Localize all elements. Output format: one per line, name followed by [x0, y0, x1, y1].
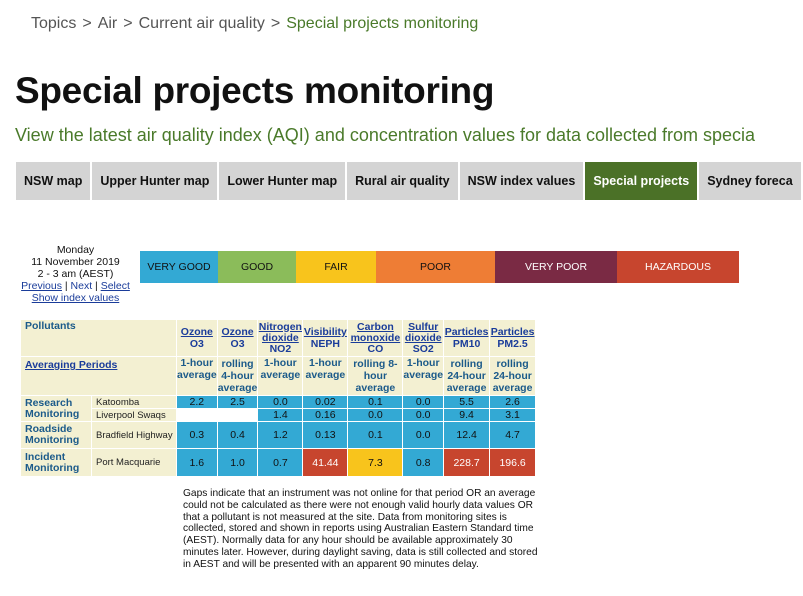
value-cell: 7.3: [348, 449, 402, 476]
pollutant-link[interactable]: Carbon monoxide: [350, 320, 401, 344]
site-name: Port Macquarie: [92, 449, 176, 476]
value-cell: 0.0: [348, 409, 402, 421]
tab-nsw-map[interactable]: NSW map: [16, 162, 90, 200]
averaging-row: [21, 357, 535, 395]
table-row: [21, 422, 535, 448]
column-header: [258, 320, 302, 356]
date-time: 2 - 3 am (AEST): [37, 268, 114, 280]
column-header: [303, 320, 347, 356]
legend-very-poor: VERY POOR: [495, 251, 617, 283]
column-header: [444, 320, 489, 356]
aqi-legend: [140, 251, 739, 283]
date-day: Monday: [56, 244, 95, 256]
group-label: Incident Monitoring: [21, 449, 91, 476]
value-cell: 0.3: [177, 422, 217, 448]
pollutant-link[interactable]: Ozone: [221, 326, 254, 338]
legend-very-good: VERY GOOD: [140, 251, 218, 283]
nav-tabs: [16, 162, 803, 200]
value-cell: 4.7: [490, 422, 535, 448]
averaging-period: rolling 8-hour average: [348, 357, 402, 395]
value-cell: 0.13: [303, 422, 347, 448]
pollutant-link[interactable]: Particles: [444, 326, 489, 338]
breadcrumb-current-air-quality[interactable]: Current air quality: [138, 15, 265, 32]
page-title: Special projects monitoring: [15, 70, 495, 111]
value-cell: 1.0: [218, 449, 258, 476]
site-name: Bradfield Highway: [92, 422, 176, 448]
value-cell: 5.5: [444, 396, 489, 408]
value-cell: 196.6: [490, 449, 535, 476]
breadcrumb-separator: >: [82, 15, 92, 32]
value-cell: [177, 409, 217, 421]
date-date: 11 November 2019: [31, 256, 120, 268]
legend-hazardous: HAZARDOUS: [617, 251, 739, 283]
group-label: Research Monitoring: [21, 396, 91, 421]
tab-lower-hunter-map[interactable]: Lower Hunter map: [219, 162, 345, 200]
pollutant-code: CO: [367, 342, 384, 355]
averaging-period: 1-hour average: [403, 357, 443, 395]
pollutant-code: NEPH: [310, 338, 340, 350]
averaging-period: rolling 4-hour average: [217, 358, 258, 394]
breadcrumb-current: Special projects monitoring: [286, 15, 479, 32]
legend-poor: POOR: [376, 251, 495, 283]
pollutant-link[interactable]: Ozone: [180, 326, 213, 338]
air-quality-table: [20, 319, 536, 477]
value-cell: 2.2: [177, 396, 217, 408]
breadcrumb-air[interactable]: Air: [97, 15, 118, 32]
column-header: [218, 320, 258, 356]
show-index-values-link[interactable]: Show index values: [31, 292, 120, 304]
pollutant-code: SO2: [412, 342, 434, 355]
averaging-periods-link[interactable]: Averaging Periods: [25, 359, 118, 371]
select-link[interactable]: Select: [100, 280, 130, 292]
column-header: [403, 320, 443, 356]
table-row: [21, 409, 535, 421]
table-row: [21, 396, 535, 408]
pollutant-code: PM2.5: [497, 338, 528, 350]
value-cell: [218, 409, 258, 421]
value-cell: 0.8: [403, 449, 443, 476]
tab-special-projects[interactable]: Special projects: [585, 162, 697, 200]
value-cell: 0.1: [348, 422, 402, 448]
value-cell: 0.0: [258, 396, 302, 408]
pollutant-code: O3: [189, 338, 204, 350]
previous-link[interactable]: Previous: [21, 280, 62, 292]
page-subtitle: View the latest air quality index (AQI) and concentration values for data collected from specia: [15, 125, 756, 145]
column-header: [348, 320, 402, 356]
averaging-period: 1-hour average: [177, 357, 217, 395]
site-name: Liverpool Swaqs: [92, 409, 176, 421]
value-cell: 1.4: [258, 409, 302, 421]
pollutant-link[interactable]: Particles: [490, 326, 535, 338]
averaging-periods-cell: [21, 357, 176, 395]
averaging-period: 1-hour average: [258, 357, 302, 395]
tab-nsw-index-values[interactable]: NSW index values: [460, 162, 584, 200]
value-cell: 3.1: [490, 409, 535, 421]
value-cell: 0.16: [303, 409, 347, 421]
tab-sydney-forecast[interactable]: Sydney foreca: [699, 162, 800, 200]
value-cell: 1.6: [177, 449, 217, 476]
averaging-period: 1-hour average: [303, 357, 347, 395]
pollutant-link[interactable]: Sulfur dioxide: [404, 320, 442, 344]
tab-upper-hunter-map[interactable]: Upper Hunter map: [92, 162, 217, 200]
next-link[interactable]: Next: [70, 280, 93, 292]
pollutant-code: O3: [230, 338, 245, 350]
pollutant-link[interactable]: Visibility: [303, 326, 347, 338]
breadcrumb-separator: >: [270, 15, 281, 32]
table-row: [21, 449, 535, 476]
group-label: Roadside Monitoring: [21, 422, 91, 448]
date-nav: Previous | Next | Select: [21, 280, 130, 292]
value-cell: 0.7: [258, 449, 302, 476]
legend-fair: FAIR: [296, 251, 376, 283]
value-cell: 0.0: [403, 422, 443, 448]
tab-rural-air-quality[interactable]: Rural air quality: [347, 162, 457, 200]
value-cell: 0.4: [218, 422, 258, 448]
footnote: Gaps indicate that an instrument was not online for that period OR an average could not be calculated as there were not enough valid hourly data values OR that a pollutant is not measured at the site. Data from monitoring sites is collected, stored and shown in reports using Australian Eastern Standard time (AEST). Normally data for any hour should be available approximately 30 minutes later. However, during daylight saving, data is still collected and stored in AEST and will be presented with an apparent 90 minutes delay.: [183, 488, 538, 570]
value-cell: 9.4: [444, 409, 489, 421]
value-cell: 0.02: [303, 396, 347, 408]
value-cell: 228.7: [444, 449, 489, 476]
value-cell: 0.1: [348, 396, 402, 408]
pollutants-label: Pollutants: [21, 320, 176, 356]
site-name: Katoomba: [92, 396, 176, 408]
value-cell: 2.6: [490, 396, 535, 408]
averaging-period: rolling 24-hour average: [490, 357, 535, 395]
averaging-period: rolling 24-hour average: [444, 357, 489, 395]
breadcrumb-separator: >: [123, 15, 133, 32]
table-header-row: [21, 320, 535, 356]
breadcrumb-topics[interactable]: Topics: [31, 15, 77, 32]
pollutant-code: PM10: [452, 338, 481, 350]
value-cell: 1.2: [258, 422, 302, 448]
column-header: [490, 320, 535, 356]
date-selector: [18, 244, 133, 304]
pollutant-link[interactable]: Nitrogen dioxide: [258, 320, 302, 344]
value-cell: 2.5: [218, 396, 258, 408]
value-cell: 12.4: [444, 422, 489, 448]
value-cell: 0.0: [403, 409, 443, 421]
legend-good: GOOD: [218, 251, 296, 283]
value-cell: 0.0: [403, 396, 443, 408]
column-header: [177, 320, 217, 356]
breadcrumb: [31, 15, 478, 33]
value-cell: 41.44: [303, 449, 347, 476]
pollutant-code: NO2: [269, 342, 292, 355]
